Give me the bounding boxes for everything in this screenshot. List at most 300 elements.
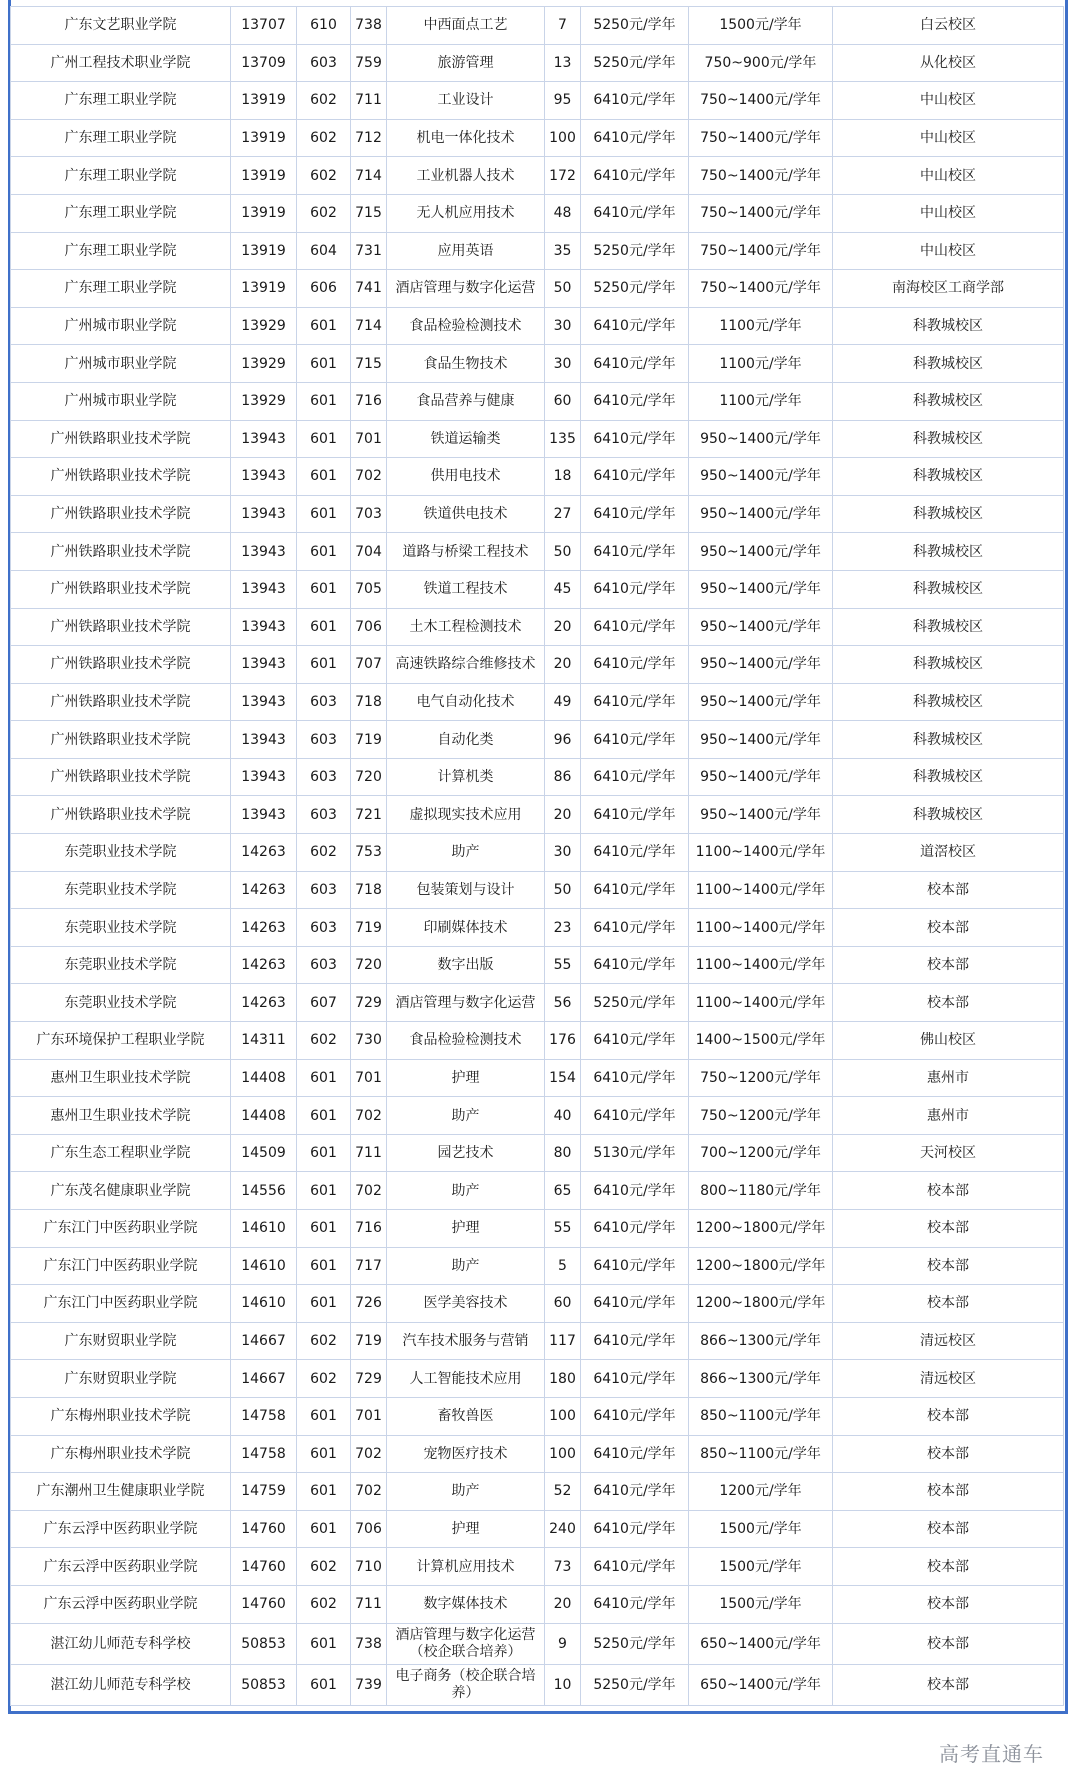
group-code-cell: 602 bbox=[297, 119, 351, 157]
campus-cell: 佛山校区 bbox=[833, 1022, 1064, 1060]
tuition-cell: 6410元/学年 bbox=[581, 1585, 689, 1623]
dorm-fee-cell: 1200元/学年 bbox=[689, 1473, 833, 1511]
major-code-cell: 711 bbox=[351, 1134, 387, 1172]
group-code-cell: 601 bbox=[297, 1247, 351, 1285]
school-code-cell: 14311 bbox=[231, 1022, 297, 1060]
plan-count-cell: 55 bbox=[545, 946, 581, 984]
group-code-cell: 604 bbox=[297, 232, 351, 270]
group-code-cell: 601 bbox=[297, 570, 351, 608]
major-name-cell: 铁道工程技术 bbox=[387, 570, 545, 608]
campus-cell: 科教城校区 bbox=[833, 458, 1064, 496]
major-name-cell: 供用电技术 bbox=[387, 458, 545, 496]
table-row bbox=[11, 458, 1064, 496]
major-code-cell: 715 bbox=[351, 345, 387, 383]
plan-count-cell: 40 bbox=[545, 1097, 581, 1135]
tuition-cell: 6410元/学年 bbox=[581, 533, 689, 571]
group-code-cell: 601 bbox=[297, 1210, 351, 1248]
school-name-cell: 广州铁路职业技术学院 bbox=[11, 646, 231, 684]
major-name-cell: 计算机应用技术 bbox=[387, 1548, 545, 1586]
major-code-cell: 731 bbox=[351, 232, 387, 270]
table-row bbox=[11, 345, 1064, 383]
dorm-fee-cell: 950~1400元/学年 bbox=[689, 646, 833, 684]
table-row bbox=[11, 758, 1064, 796]
major-name-cell: 助产 bbox=[387, 1172, 545, 1210]
school-name-cell: 湛江幼儿师范专科学校 bbox=[11, 1664, 231, 1705]
campus-cell: 科教城校区 bbox=[833, 307, 1064, 345]
campus-cell: 科教城校区 bbox=[833, 495, 1064, 533]
school-code-cell: 14408 bbox=[231, 1097, 297, 1135]
school-name-cell: 东莞职业技术学院 bbox=[11, 984, 231, 1022]
school-code-cell: 13943 bbox=[231, 533, 297, 571]
major-code-cell: 702 bbox=[351, 1172, 387, 1210]
major-code-cell: 717 bbox=[351, 1247, 387, 1285]
plan-count-cell: 30 bbox=[545, 834, 581, 872]
plan-count-cell: 50 bbox=[545, 871, 581, 909]
tuition-cell: 6410元/学年 bbox=[581, 946, 689, 984]
group-code-cell: 603 bbox=[297, 909, 351, 947]
plan-count-cell: 20 bbox=[545, 1585, 581, 1623]
major-code-cell: 711 bbox=[351, 1585, 387, 1623]
table-row bbox=[11, 232, 1064, 270]
campus-cell: 校本部 bbox=[833, 1210, 1064, 1248]
school-code-cell: 13943 bbox=[231, 608, 297, 646]
table-row bbox=[11, 608, 1064, 646]
major-code-cell: 715 bbox=[351, 194, 387, 232]
group-code-cell: 601 bbox=[297, 382, 351, 420]
major-code-cell: 716 bbox=[351, 1210, 387, 1248]
school-name-cell: 广东云浮中医药职业学院 bbox=[11, 1548, 231, 1586]
school-code-cell: 13929 bbox=[231, 307, 297, 345]
dorm-fee-cell: 1200~1800元/学年 bbox=[689, 1210, 833, 1248]
plan-count-cell: 65 bbox=[545, 1172, 581, 1210]
group-code-cell: 603 bbox=[297, 44, 351, 82]
major-name-cell: 无人机应用技术 bbox=[387, 194, 545, 232]
major-code-cell: 702 bbox=[351, 1435, 387, 1473]
campus-cell: 科教城校区 bbox=[833, 646, 1064, 684]
dorm-fee-cell: 950~1400元/学年 bbox=[689, 420, 833, 458]
school-name-cell: 广州城市职业学院 bbox=[11, 382, 231, 420]
dorm-fee-cell: 1500元/学年 bbox=[689, 1585, 833, 1623]
school-name-cell: 广州铁路职业技术学院 bbox=[11, 758, 231, 796]
major-code-cell: 741 bbox=[351, 270, 387, 308]
campus-cell: 校本部 bbox=[833, 909, 1064, 947]
school-code-cell: 13919 bbox=[231, 119, 297, 157]
school-name-cell: 广东生态工程职业学院 bbox=[11, 1134, 231, 1172]
dorm-fee-cell: 866~1300元/学年 bbox=[689, 1360, 833, 1398]
table-row bbox=[11, 646, 1064, 684]
major-name-cell: 印刷媒体技术 bbox=[387, 909, 545, 947]
school-code-cell: 14667 bbox=[231, 1360, 297, 1398]
school-name-cell: 广东理工职业学院 bbox=[11, 119, 231, 157]
school-name-cell: 东莞职业技术学院 bbox=[11, 834, 231, 872]
major-name-cell: 计算机类 bbox=[387, 758, 545, 796]
school-name-cell: 广东江门中医药职业学院 bbox=[11, 1285, 231, 1323]
major-name-cell: 酒店管理与数字化运营 bbox=[387, 984, 545, 1022]
dorm-fee-cell: 950~1400元/学年 bbox=[689, 721, 833, 759]
campus-cell: 校本部 bbox=[833, 1664, 1064, 1705]
major-code-cell: 719 bbox=[351, 909, 387, 947]
major-name-cell: 数字出版 bbox=[387, 946, 545, 984]
school-code-cell: 14610 bbox=[231, 1210, 297, 1248]
major-code-cell: 719 bbox=[351, 721, 387, 759]
major-name-cell: 铁道运输类 bbox=[387, 420, 545, 458]
table-row bbox=[11, 1435, 1064, 1473]
dorm-fee-cell: 1100~1400元/学年 bbox=[689, 909, 833, 947]
plan-count-cell: 172 bbox=[545, 157, 581, 195]
major-code-cell: 718 bbox=[351, 683, 387, 721]
school-name-cell: 广州铁路职业技术学院 bbox=[11, 683, 231, 721]
major-code-cell: 701 bbox=[351, 420, 387, 458]
table-row bbox=[11, 307, 1064, 345]
school-code-cell: 14263 bbox=[231, 834, 297, 872]
plan-count-cell: 100 bbox=[545, 119, 581, 157]
group-code-cell: 601 bbox=[297, 1134, 351, 1172]
major-code-cell: 702 bbox=[351, 1473, 387, 1511]
group-code-cell: 601 bbox=[297, 533, 351, 571]
group-code-cell: 602 bbox=[297, 1548, 351, 1586]
dorm-fee-cell: 1500元/学年 bbox=[689, 1510, 833, 1548]
major-name-cell: 工业设计 bbox=[387, 82, 545, 120]
campus-cell: 校本部 bbox=[833, 871, 1064, 909]
major-code-cell: 739 bbox=[351, 1664, 387, 1705]
campus-cell: 中山校区 bbox=[833, 82, 1064, 120]
campus-cell: 校本部 bbox=[833, 1548, 1064, 1586]
tuition-cell: 6410元/学年 bbox=[581, 1172, 689, 1210]
tuition-cell: 5130元/学年 bbox=[581, 1134, 689, 1172]
plan-count-cell: 180 bbox=[545, 1360, 581, 1398]
tuition-cell: 6410元/学年 bbox=[581, 1397, 689, 1435]
major-name-cell: 应用英语 bbox=[387, 232, 545, 270]
major-code-cell: 729 bbox=[351, 984, 387, 1022]
major-name-cell: 酒店管理与数字化运营 bbox=[387, 270, 545, 308]
major-name-cell: 园艺技术 bbox=[387, 1134, 545, 1172]
school-name-cell: 广东江门中医药职业学院 bbox=[11, 1247, 231, 1285]
campus-cell: 清远校区 bbox=[833, 1322, 1064, 1360]
table-row bbox=[11, 1022, 1064, 1060]
tuition-cell: 6410元/学年 bbox=[581, 1473, 689, 1511]
campus-cell: 校本部 bbox=[833, 1473, 1064, 1511]
table-row bbox=[11, 721, 1064, 759]
campus-cell: 校本部 bbox=[833, 1397, 1064, 1435]
major-name-cell: 汽车技术服务与营销 bbox=[387, 1322, 545, 1360]
school-code-cell: 14667 bbox=[231, 1322, 297, 1360]
plan-count-cell: 18 bbox=[545, 458, 581, 496]
plan-count-cell: 80 bbox=[545, 1134, 581, 1172]
school-code-cell: 14263 bbox=[231, 909, 297, 947]
school-code-cell: 13943 bbox=[231, 420, 297, 458]
dorm-fee-cell: 750~1400元/学年 bbox=[689, 119, 833, 157]
school-name-cell: 广州铁路职业技术学院 bbox=[11, 570, 231, 608]
plan-count-cell: 176 bbox=[545, 1022, 581, 1060]
campus-cell: 校本部 bbox=[833, 1510, 1064, 1548]
major-name-cell: 电子商务（校企联合培养） bbox=[387, 1664, 545, 1705]
group-code-cell: 602 bbox=[297, 1360, 351, 1398]
table-row bbox=[11, 796, 1064, 834]
major-code-cell: 729 bbox=[351, 1360, 387, 1398]
tuition-cell: 5250元/学年 bbox=[581, 984, 689, 1022]
table-row bbox=[11, 1360, 1064, 1398]
school-name-cell: 广州城市职业学院 bbox=[11, 345, 231, 383]
table-row bbox=[11, 1247, 1064, 1285]
school-code-cell: 13943 bbox=[231, 646, 297, 684]
plan-count-cell: 48 bbox=[545, 194, 581, 232]
major-name-cell: 包装策划与设计 bbox=[387, 871, 545, 909]
school-code-cell: 13943 bbox=[231, 758, 297, 796]
school-name-cell: 广东江门中医药职业学院 bbox=[11, 1210, 231, 1248]
tuition-cell: 6410元/学年 bbox=[581, 82, 689, 120]
school-code-cell: 14556 bbox=[231, 1172, 297, 1210]
dorm-fee-cell: 950~1400元/学年 bbox=[689, 570, 833, 608]
dorm-fee-cell: 950~1400元/学年 bbox=[689, 533, 833, 571]
plan-count-cell: 60 bbox=[545, 382, 581, 420]
group-code-cell: 602 bbox=[297, 157, 351, 195]
school-name-cell: 广东文艺职业学院 bbox=[11, 7, 231, 45]
major-name-cell: 食品营养与健康 bbox=[387, 382, 545, 420]
school-code-cell: 14509 bbox=[231, 1134, 297, 1172]
dorm-fee-cell: 1500元/学年 bbox=[689, 1548, 833, 1586]
school-name-cell: 广东云浮中医药职业学院 bbox=[11, 1585, 231, 1623]
dorm-fee-cell: 1200~1800元/学年 bbox=[689, 1285, 833, 1323]
school-name-cell: 广州铁路职业技术学院 bbox=[11, 458, 231, 496]
campus-cell: 科教城校区 bbox=[833, 721, 1064, 759]
major-code-cell: 759 bbox=[351, 44, 387, 82]
group-code-cell: 601 bbox=[297, 345, 351, 383]
major-code-cell: 701 bbox=[351, 1059, 387, 1097]
major-name-cell: 数字媒体技术 bbox=[387, 1585, 545, 1623]
major-name-cell: 助产 bbox=[387, 1097, 545, 1135]
major-name-cell: 虚拟现实技术应用 bbox=[387, 796, 545, 834]
school-name-cell: 广东财贸职业学院 bbox=[11, 1360, 231, 1398]
plan-count-cell: 52 bbox=[545, 1473, 581, 1511]
dorm-fee-cell: 750~1400元/学年 bbox=[689, 194, 833, 232]
school-name-cell: 东莞职业技术学院 bbox=[11, 909, 231, 947]
school-code-cell: 13929 bbox=[231, 345, 297, 383]
major-code-cell: 726 bbox=[351, 1285, 387, 1323]
campus-cell: 科教城校区 bbox=[833, 533, 1064, 571]
tuition-cell: 6410元/学年 bbox=[581, 307, 689, 345]
major-name-cell: 自动化类 bbox=[387, 721, 545, 759]
dorm-fee-cell: 1100~1400元/学年 bbox=[689, 834, 833, 872]
school-name-cell: 广东茂名健康职业学院 bbox=[11, 1172, 231, 1210]
plan-count-cell: 45 bbox=[545, 570, 581, 608]
tuition-cell: 6410元/学年 bbox=[581, 796, 689, 834]
campus-cell: 惠州市 bbox=[833, 1059, 1064, 1097]
table-row bbox=[11, 871, 1064, 909]
tuition-cell: 5250元/学年 bbox=[581, 1623, 689, 1664]
tuition-cell: 6410元/学年 bbox=[581, 420, 689, 458]
major-name-cell: 护理 bbox=[387, 1210, 545, 1248]
campus-cell: 校本部 bbox=[833, 1623, 1064, 1664]
major-name-cell: 助产 bbox=[387, 834, 545, 872]
dorm-fee-cell: 650~1400元/学年 bbox=[689, 1664, 833, 1705]
group-code-cell: 601 bbox=[297, 1435, 351, 1473]
school-name-cell: 广东云浮中医药职业学院 bbox=[11, 1510, 231, 1548]
plan-count-cell: 50 bbox=[545, 270, 581, 308]
plan-count-cell: 73 bbox=[545, 1548, 581, 1586]
table-row bbox=[11, 44, 1064, 82]
group-code-cell: 601 bbox=[297, 646, 351, 684]
table-row bbox=[11, 82, 1064, 120]
group-code-cell: 601 bbox=[297, 495, 351, 533]
campus-cell: 中山校区 bbox=[833, 232, 1064, 270]
campus-cell: 科教城校区 bbox=[833, 758, 1064, 796]
tuition-cell: 5250元/学年 bbox=[581, 7, 689, 45]
school-code-cell: 13919 bbox=[231, 270, 297, 308]
campus-cell: 校本部 bbox=[833, 1435, 1064, 1473]
group-code-cell: 603 bbox=[297, 946, 351, 984]
school-code-cell: 13943 bbox=[231, 721, 297, 759]
campus-cell: 校本部 bbox=[833, 984, 1064, 1022]
tuition-cell: 6410元/学年 bbox=[581, 382, 689, 420]
plan-count-cell: 95 bbox=[545, 82, 581, 120]
dorm-fee-cell: 950~1400元/学年 bbox=[689, 796, 833, 834]
major-code-cell: 716 bbox=[351, 382, 387, 420]
school-name-cell: 广东理工职业学院 bbox=[11, 232, 231, 270]
campus-cell: 清远校区 bbox=[833, 1360, 1064, 1398]
group-code-cell: 601 bbox=[297, 1172, 351, 1210]
school-name-cell: 广州工程技术职业学院 bbox=[11, 44, 231, 82]
table-row bbox=[11, 1397, 1064, 1435]
school-name-cell: 广州铁路职业技术学院 bbox=[11, 533, 231, 571]
plan-count-cell: 55 bbox=[545, 1210, 581, 1248]
major-code-cell: 702 bbox=[351, 458, 387, 496]
school-name-cell: 广州铁路职业技术学院 bbox=[11, 420, 231, 458]
group-code-cell: 602 bbox=[297, 1585, 351, 1623]
school-code-cell: 14263 bbox=[231, 946, 297, 984]
group-code-cell: 603 bbox=[297, 721, 351, 759]
major-code-cell: 718 bbox=[351, 871, 387, 909]
school-name-cell: 广东理工职业学院 bbox=[11, 270, 231, 308]
school-code-cell: 14758 bbox=[231, 1397, 297, 1435]
tuition-cell: 5250元/学年 bbox=[581, 270, 689, 308]
tuition-cell: 6410元/学年 bbox=[581, 1548, 689, 1586]
group-code-cell: 602 bbox=[297, 834, 351, 872]
tuition-cell: 6410元/学年 bbox=[581, 194, 689, 232]
school-name-cell: 广东理工职业学院 bbox=[11, 157, 231, 195]
dorm-fee-cell: 950~1400元/学年 bbox=[689, 608, 833, 646]
school-code-cell: 14759 bbox=[231, 1473, 297, 1511]
school-code-cell: 14760 bbox=[231, 1585, 297, 1623]
major-code-cell: 702 bbox=[351, 1097, 387, 1135]
tuition-cell: 6410元/学年 bbox=[581, 1510, 689, 1548]
plan-count-cell: 117 bbox=[545, 1322, 581, 1360]
school-name-cell: 广东理工职业学院 bbox=[11, 194, 231, 232]
major-name-cell: 工业机器人技术 bbox=[387, 157, 545, 195]
campus-cell: 道滘校区 bbox=[833, 834, 1064, 872]
tuition-cell: 6410元/学年 bbox=[581, 495, 689, 533]
plan-count-cell: 35 bbox=[545, 232, 581, 270]
school-name-cell: 湛江幼儿师范专科学校 bbox=[11, 1623, 231, 1664]
plan-count-cell: 20 bbox=[545, 646, 581, 684]
major-code-cell: 711 bbox=[351, 82, 387, 120]
major-name-cell: 机电一体化技术 bbox=[387, 119, 545, 157]
group-code-cell: 601 bbox=[297, 307, 351, 345]
campus-cell: 校本部 bbox=[833, 946, 1064, 984]
table-row bbox=[11, 1510, 1064, 1548]
campus-cell: 科教城校区 bbox=[833, 382, 1064, 420]
group-code-cell: 601 bbox=[297, 1397, 351, 1435]
group-code-cell: 602 bbox=[297, 194, 351, 232]
tuition-cell: 6410元/学年 bbox=[581, 157, 689, 195]
table-row bbox=[11, 194, 1064, 232]
school-code-cell: 14408 bbox=[231, 1059, 297, 1097]
campus-cell: 科教城校区 bbox=[833, 683, 1064, 721]
table-row bbox=[11, 1172, 1064, 1210]
group-code-cell: 601 bbox=[297, 1664, 351, 1705]
tuition-cell: 5250元/学年 bbox=[581, 1664, 689, 1705]
dorm-fee-cell: 1100~1400元/学年 bbox=[689, 946, 833, 984]
group-code-cell: 601 bbox=[297, 420, 351, 458]
major-name-cell: 护理 bbox=[387, 1059, 545, 1097]
major-name-cell: 护理 bbox=[387, 1510, 545, 1548]
dorm-fee-cell: 750~900元/学年 bbox=[689, 44, 833, 82]
group-code-cell: 601 bbox=[297, 1059, 351, 1097]
campus-cell: 校本部 bbox=[833, 1285, 1064, 1323]
plan-count-cell: 30 bbox=[545, 307, 581, 345]
major-name-cell: 土木工程检测技术 bbox=[387, 608, 545, 646]
tuition-cell: 6410元/学年 bbox=[581, 834, 689, 872]
campus-cell: 科教城校区 bbox=[833, 570, 1064, 608]
dorm-fee-cell: 750~1400元/学年 bbox=[689, 232, 833, 270]
dorm-fee-cell: 750~1200元/学年 bbox=[689, 1097, 833, 1135]
tuition-cell: 6410元/学年 bbox=[581, 1247, 689, 1285]
group-code-cell: 603 bbox=[297, 796, 351, 834]
major-code-cell: 704 bbox=[351, 533, 387, 571]
major-code-cell: 703 bbox=[351, 495, 387, 533]
table-row bbox=[11, 1097, 1064, 1135]
table-row bbox=[11, 495, 1064, 533]
table-row bbox=[11, 1322, 1064, 1360]
major-name-cell: 食品检验检测技术 bbox=[387, 307, 545, 345]
dorm-fee-cell: 850~1100元/学年 bbox=[689, 1435, 833, 1473]
campus-cell: 中山校区 bbox=[833, 119, 1064, 157]
school-name-cell: 广州铁路职业技术学院 bbox=[11, 796, 231, 834]
dorm-fee-cell: 1100~1400元/学年 bbox=[689, 871, 833, 909]
table-body bbox=[11, 7, 1064, 1706]
school-code-cell: 14760 bbox=[231, 1548, 297, 1586]
tuition-cell: 6410元/学年 bbox=[581, 721, 689, 759]
school-code-cell: 13919 bbox=[231, 157, 297, 195]
table-row bbox=[11, 1623, 1064, 1664]
tuition-cell: 6410元/学年 bbox=[581, 119, 689, 157]
group-code-cell: 603 bbox=[297, 683, 351, 721]
major-code-cell: 721 bbox=[351, 796, 387, 834]
plan-count-cell: 13 bbox=[545, 44, 581, 82]
plan-count-cell: 56 bbox=[545, 984, 581, 1022]
school-code-cell: 13919 bbox=[231, 82, 297, 120]
major-name-cell: 酒店管理与数字化运营（校企联合培养） bbox=[387, 1623, 545, 1664]
major-name-cell: 医学美容技术 bbox=[387, 1285, 545, 1323]
group-code-cell: 602 bbox=[297, 82, 351, 120]
school-code-cell: 13919 bbox=[231, 232, 297, 270]
plan-count-cell: 5 bbox=[545, 1247, 581, 1285]
plan-count-cell: 23 bbox=[545, 909, 581, 947]
group-code-cell: 601 bbox=[297, 1097, 351, 1135]
school-code-cell: 13943 bbox=[231, 458, 297, 496]
school-name-cell: 广东梅州职业技术学院 bbox=[11, 1397, 231, 1435]
watermark-text: 高考直通车 bbox=[939, 1742, 1044, 1766]
dorm-fee-cell: 1100~1400元/学年 bbox=[689, 984, 833, 1022]
table-row bbox=[11, 1664, 1064, 1705]
plan-count-cell: 49 bbox=[545, 683, 581, 721]
tuition-cell: 5250元/学年 bbox=[581, 44, 689, 82]
major-name-cell: 铁道供电技术 bbox=[387, 495, 545, 533]
group-code-cell: 606 bbox=[297, 270, 351, 308]
tuition-cell: 6410元/学年 bbox=[581, 683, 689, 721]
campus-cell: 科教城校区 bbox=[833, 345, 1064, 383]
dorm-fee-cell: 1100元/学年 bbox=[689, 345, 833, 383]
group-code-cell: 603 bbox=[297, 871, 351, 909]
